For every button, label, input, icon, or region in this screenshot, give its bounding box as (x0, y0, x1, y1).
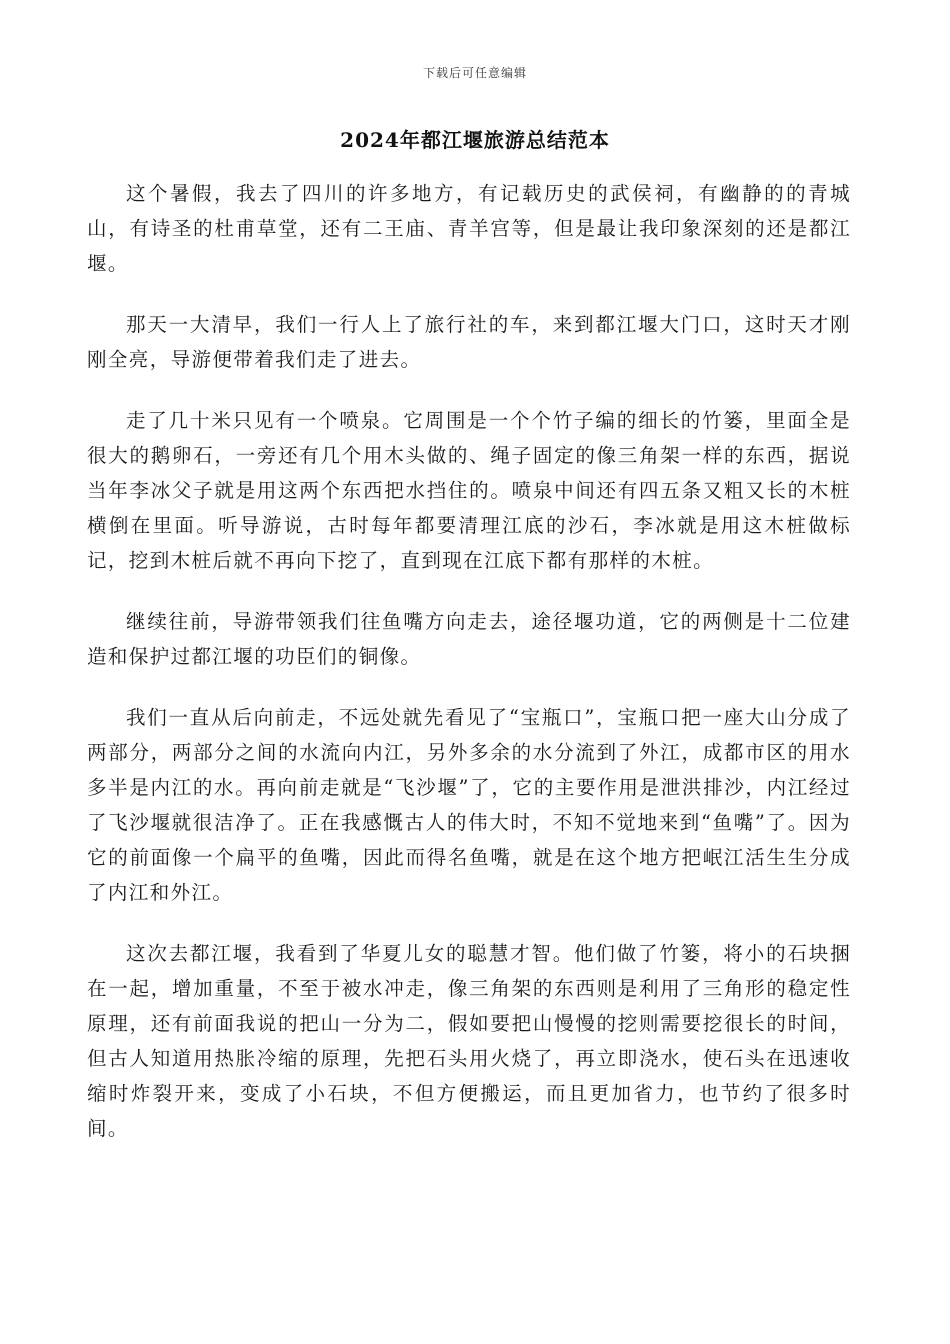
header-note: 下载后可任意编辑 (422, 66, 527, 80)
paragraph: 这次去都江堰，我看到了华夏儿女的聪慧才智。他们做了竹篓，将小的石块捆在一起，增加重量，不至于被水冲走，像三角架的东西则是利用了三角形的稳定性原理，还有前面我说的把山一分为二，假如要把山慢慢的挖则需要挖很长的时间，但古人知道用热胀冷缩的原理，先把石头用火烧了，再立即浇水，使石头在迅速收缩时炸裂开来，变成了小石块，不但方便搬运，而且更加省力，也节约了很多时间。 (87, 942, 851, 1140)
paragraph: 走了几十米只见有一个喷泉。它周围是一个个竹子编的细长的竹篓，里面全是很大的鹅卵石，一旁还有几个用木头做的、绳子固定的像三角架一样的东西，据说当年李冰父子就是用这两个东西把水挡住的。喷泉中间还有四五条又粗又长的木桩横倒在里面。听导游说，古时每年都要清理江底的沙石，李冰就是用这木桩做标记，挖到木桩后就不再向下挖了，直到现在江底下都有那样的木桩。 (87, 409, 851, 572)
paragraph: 这个暑假，我去了四川的许多地方，有记载历史的武侯祠，有幽静的的青城山，有诗圣的杜甫草堂，还有二王庙、青羊宫等，但是最让我印象深刻的还是都江堰。 (87, 182, 851, 275)
paragraph: 继续往前，导游带领我们往鱼嘴方向走去，途径堰功道，它的两侧是十二位建造和保护过都江堰的功臣们的铜像。 (87, 610, 851, 668)
paragraph: 那天一大清早，我们一行人上了旅行社的车，来到都江堰大门口，这时天才刚刚全亮，导游便带着我们走了进去。 (87, 313, 851, 371)
document-title: 2024年都江堰旅游总结范本 (340, 128, 610, 152)
paragraph: 我们一直从后向前走，不远处就先看见了“宝瓶口”，宝瓶口把一座大山分成了两部分，两部分之间的水流向内江，另外多余的水分流到了外江，成都市区的用水多半是内江的水。再向前走就是“飞沙堰”了，它的主要作用是泄洪排沙，内江经过了飞沙堰就很洁净了。正在我感慨古人的伟大时，不知不觉地来到“鱼嘴”了。因为它的前面像一个扁平的鱼嘴，因此而得名鱼嘴，就是在这个地方把岷江活生生分成了内江和外江。 (87, 706, 851, 904)
document-body (87, 176, 851, 1172)
